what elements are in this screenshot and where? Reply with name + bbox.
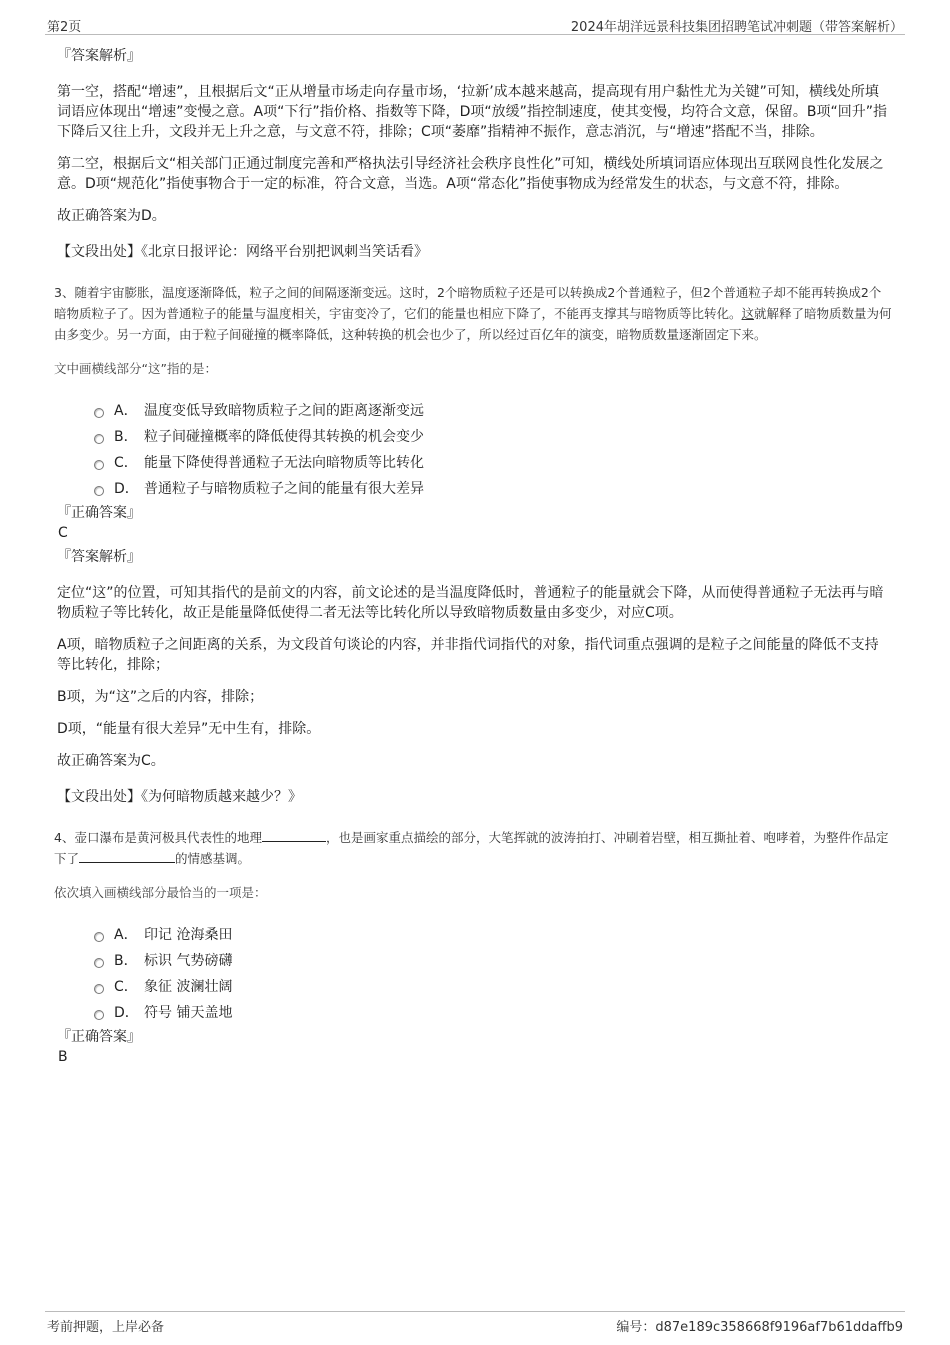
source-citation: 【文段出处】《北京日报评论：网络平台别把讽刺当笑话看》 [57,244,428,260]
radio-button[interactable] [94,932,104,942]
option-letter: D． [114,1005,139,1021]
correct-answer-label: 『正确答案』 [57,1029,141,1045]
radio-button[interactable] [94,434,104,444]
analysis-paragraph: 第二空，根据后文“相关部门正通过制度完善和严格执法引导经济社会秩序良性化”可知，横线处所填词语应体现出互联网良性化发展之意。D项“规范化”指使事物合于一定的标准，符合文意，当选。A项“常态化”指使事物成为经常发生的状态，与文意不符，排除。 [57,156,884,192]
analysis-paragraph: D项，“能量有很大差异”无中生有，排除。 [57,721,321,737]
option-d[interactable] [94,999,892,1025]
option-d[interactable] [94,475,892,501]
correct-answer: C [58,525,68,541]
question-prompt: 文中画横线部分“这”指的是： [54,361,217,376]
analysis-paragraph: 定位“这”的位置，可知其指代的是前文的内容，前文论述的是当温度降低时，普通粒子的能量就会下降，从而使得普通粒子无法再与暗物质粒子等比转化，故正是能量降低使得二者无法等比转化所以导致暗物质数量由多变少，对应C项。 [57,585,884,621]
option-letter: C． [114,455,138,471]
underlined-word: 这 [741,306,755,321]
question-text: 4、壶口瀑布是黄河极具代表性的地理 [54,830,262,845]
document-title: 2024年胡洋远景科技集团招聘笔试冲刺题（带答案解析） [570,20,903,35]
question-text: 的情感基调。 [175,851,251,866]
radio-button[interactable] [94,1010,104,1020]
option-text: 温度变低导致暗物质粒子之间的距离逐渐变远 [144,403,424,419]
option-text: 标识 气势磅礴 [144,953,233,969]
option-text: 符号 铺天盖地 [144,1005,233,1021]
option-b[interactable] [94,947,892,973]
question-text: 3、随着宇宙膨胀，温度逐渐降低，粒子之间的间隔逐渐变远。这时，2个暗物质粒子还是可以转换成2个普通粒子，但2个普通粒子却不能再转换成2个暗物质粒子了。因为普通粒子的能量与温度相关，宇宙变冷了，它们的能量也相应下降了，不能再支撑其与暗物质等比转化。 [54,285,882,321]
option-b[interactable] [94,423,892,449]
analysis-paragraph: 第一空，搭配“增速”，且根据后文“正从增量市场走向存量市场，‘拉新’成本越来越高，提高现有用户黏性尤为关键”可知，横线处所填词语应体现出“增速”变慢之意。A项“下行”指价格、指数等下降，D项“放缓”指控制速度，使其变慢，均符合文意，保留。B项“回升”指下降后又往上升，文段并无上升之意，与文意不符，排除；C项“萎靡”指精神不振作，意志消沉，与“增速”搭配不当，排除。 [57,84,887,140]
fill-blank [79,848,175,863]
option-text: 象征 波澜壮阔 [144,979,233,995]
option-a[interactable] [94,397,892,423]
question-3 [54,282,892,345]
option-a[interactable] [94,921,892,947]
option-letter: A． [114,403,138,419]
conclusion: 故正确答案为D。 [57,208,166,224]
option-letter: D． [114,481,139,497]
correct-answer: B [58,1049,68,1065]
option-letter: B． [114,953,138,969]
option-text: 普通粒子与暗物质粒子之间的能量有很大差异 [144,481,424,497]
analysis-label: 『答案解析』 [57,48,141,64]
option-text: 印记 沧海桑田 [144,927,233,943]
option-c[interactable] [94,449,892,475]
page-footer [45,1311,905,1334]
analysis-paragraph: A项，暗物质粒子之间距离的关系，为文段首句谈论的内容，并非指代词指代的对象，指代词重点强调的是粒子之间能量的降低不支持等比转化，排除； [57,637,879,673]
option-c[interactable] [94,973,892,999]
option-letter: C． [114,979,138,995]
source-citation: 【文段出处】《为何暗物质越来越少？》 [57,789,302,805]
radio-button[interactable] [94,486,104,496]
correct-answer-label: 『正确答案』 [57,505,141,521]
radio-button[interactable] [94,958,104,968]
option-letter: A． [114,927,138,943]
radio-button[interactable] [94,984,104,994]
question-text: ，也是画家重点描绘的部分，大笔挥就的波涛拍打、冲刷着岩壁，相互撕扯着、咆哮着，为整件作品定下了 [54,830,889,866]
conclusion: 故正确答案为C。 [57,753,165,769]
question-4 [54,827,892,869]
option-letter: B． [114,429,138,445]
analysis-label: 『答案解析』 [57,549,141,565]
page-header [45,14,905,35]
question-text: 就解释了暗物质数量为何由多变少。另一方面，由于粒子间碰撞的概率降低，这种转换的机会也少了，所以经过百亿年的演变，暗物质数量逐渐固定下来。 [54,306,892,342]
fill-blank [262,827,326,842]
option-text: 能量下降使得普通粒子无法向暗物质等比转化 [144,455,424,471]
question-prompt: 依次填入画横线部分最恰当的一项是： [54,885,267,900]
document-body [54,42,892,1067]
option-list [94,921,892,1025]
radio-button[interactable] [94,460,104,470]
footer-slogan: 考前押题，上岸必备 [47,1320,165,1335]
document-id: 编号：d87e189c358668f9196af7b61ddaffb9 [616,1320,903,1335]
analysis-paragraph: B项，为“这”之后的内容，排除； [57,689,264,705]
option-list [94,397,892,501]
page-number: 第2页 [47,20,82,35]
option-text: 粒子间碰撞概率的降低使得其转换的机会变少 [144,429,424,445]
radio-button[interactable] [94,408,104,418]
